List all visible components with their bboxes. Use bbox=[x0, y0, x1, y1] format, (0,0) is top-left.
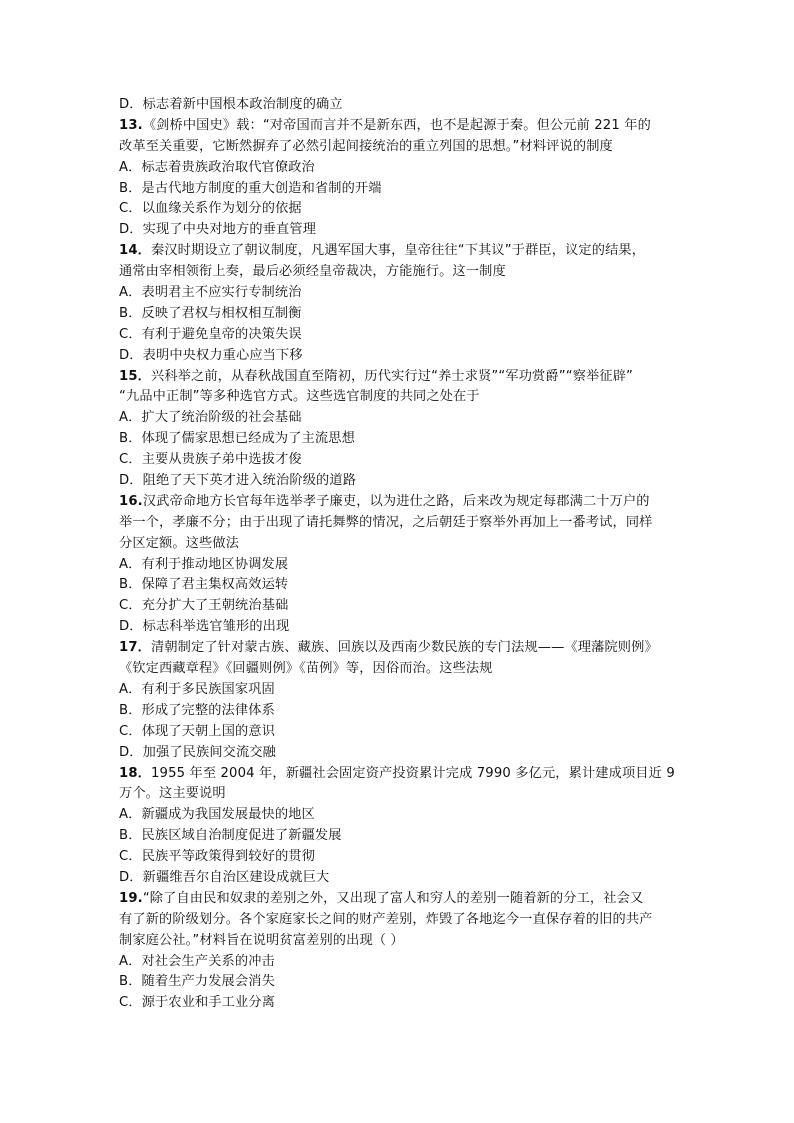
option-line: B．是古代地方制度的重大创造和省制的开端 bbox=[119, 180, 382, 196]
question-text: 1955 年至 2004 年，新疆社会固定资产投资累计完成 7990 多亿元，累计建成项目近 9 bbox=[151, 765, 675, 781]
question-stem-line: 有了新的阶级划分。各个家庭家长之间的财产差别，炸毁了各地迄今一直保存着的旧的共产 bbox=[119, 911, 653, 927]
question-number: 15． bbox=[119, 368, 151, 384]
question-stem-line: 制家庭公社。”材料旨在说明贫富差别的出现（ ） bbox=[119, 932, 404, 948]
question-number: 17． bbox=[119, 640, 151, 656]
option-line: A．标志着贵族政治取代官僚政治 bbox=[119, 159, 315, 175]
question-18 bbox=[119, 764, 685, 785]
option-line: D．实现了中央对地方的垂直管理 bbox=[119, 222, 317, 238]
option-line: B．随着生产力发展会消失 bbox=[119, 974, 275, 990]
option-line: C．源于农业和手工业分离 bbox=[119, 995, 276, 1011]
question-stem-line: 《钦定西藏章程》《回疆则例》《苗例》等，因俗而治。这些法规 bbox=[119, 661, 493, 677]
option-line: A．有利于多民族国家巩固 bbox=[119, 681, 275, 697]
question-stem-line: 改革至关重要，它断然摒弃了必然引起间接统治的重立列国的思想。”材料评说的制度 bbox=[119, 138, 613, 154]
question-number: 19. bbox=[119, 890, 143, 906]
question-15 bbox=[119, 367, 685, 388]
question-list bbox=[119, 95, 685, 1014]
question-number: 18． bbox=[119, 765, 151, 781]
option-line: A．表明君主不应实行专制统治 bbox=[119, 285, 302, 301]
question-number: 16. bbox=[119, 493, 143, 509]
question-text: 秦汉时期设立了朝议制度，凡遇军国大事，皇帝往往“下其议”于群臣，议定的结果， bbox=[151, 243, 646, 259]
question-number: 14． bbox=[119, 243, 151, 259]
question-text: 清朝制定了针对蒙古族、藏族、回族以及西南少数民族的专门法规——《理藩院则例》 bbox=[151, 640, 658, 656]
option-line: A．新疆成为我国发展最快的地区 bbox=[119, 807, 315, 823]
question-17 bbox=[119, 638, 685, 659]
question-stem-line: “九品中正制”等多种选官方式。这些选官制度的共同之处在于 bbox=[119, 389, 480, 405]
option-line: B．形成了完整的法律体系 bbox=[119, 702, 275, 718]
option-line: B．保障了君主集权高效运转 bbox=[119, 577, 289, 593]
question-16 bbox=[119, 492, 685, 513]
option-line: D．新疆维吾尔自治区建设成就巨大 bbox=[119, 869, 330, 885]
option-line: A．扩大了统治阶级的社会基础 bbox=[119, 410, 302, 426]
option-line: B．体现了儒家思想已经成为了主流思想 bbox=[119, 431, 355, 447]
question-text: 兴科举之前，从春秋战国直至隋初，历代实行过“养士求贤”“军功赏爵”“察举征辟” bbox=[151, 368, 634, 384]
option-line: C．体现了天朝上国的意识 bbox=[119, 723, 276, 739]
option-line: B．反映了君权与相权相互制衡 bbox=[119, 305, 302, 321]
question-text: 《剑桥中国史》载：“对帝国而言并不是新东西，也不是起源于秦。但公元前 221 年的 bbox=[142, 117, 651, 133]
option-line: C．有利于避免皇帝的决策失误 bbox=[119, 326, 302, 342]
question-stem-line: 通常由宰相领衔上奏，最后必须经皇帝裁决，方能施行。这一制度 bbox=[119, 264, 506, 280]
option-line: D．加强了民族间交流交融 bbox=[119, 744, 277, 760]
option-line: C．充分扩大了王朝统治基础 bbox=[119, 598, 289, 614]
question-stem-line: 举一个，孝廉不分；由于出现了请托舞弊的情况，之后朝廷于察举外再加上一番考试，同样 bbox=[119, 514, 653, 530]
option-line: C．民族平等政策得到较好的贯彻 bbox=[119, 849, 316, 865]
option-line: D．标志科举选官雏形的出现 bbox=[119, 619, 290, 635]
option-line: D．标志着新中国根本政治制度的确立 bbox=[119, 97, 343, 112]
option-line: C．主要从贵族子弟中选拔才俊 bbox=[119, 452, 302, 468]
question-stem-line: 分区定额。这些做法 bbox=[119, 535, 240, 551]
question-14 bbox=[119, 241, 685, 262]
option-line: D．阻绝了天下英才进入统治阶级的道路 bbox=[119, 473, 357, 489]
option-line: C．以血缘关系作为划分的依据 bbox=[119, 201, 302, 217]
question-19 bbox=[119, 889, 685, 910]
question-number: 13. bbox=[119, 117, 143, 133]
question-text: 汉武帝命地方长官每年选举孝子廉吏，以为进仕之路，后来改为规定每郡满二十万户的 bbox=[142, 493, 650, 509]
option-line: A．有利于推动地区协调发展 bbox=[119, 556, 289, 572]
question-13 bbox=[119, 116, 685, 137]
option-line: B．民族区域自治制度促进了新疆发展 bbox=[119, 828, 342, 844]
option-line: A．对社会生产关系的冲击 bbox=[119, 953, 275, 969]
question-text: “除了自由民和奴隶的差别之外，又出现了富人和穷人的差别一随着新的分工，社会又 bbox=[142, 890, 644, 906]
option-line: D．表明中央权力重心应当下移 bbox=[119, 347, 303, 363]
question-stem-line: 万个。这主要说明 bbox=[119, 786, 226, 802]
